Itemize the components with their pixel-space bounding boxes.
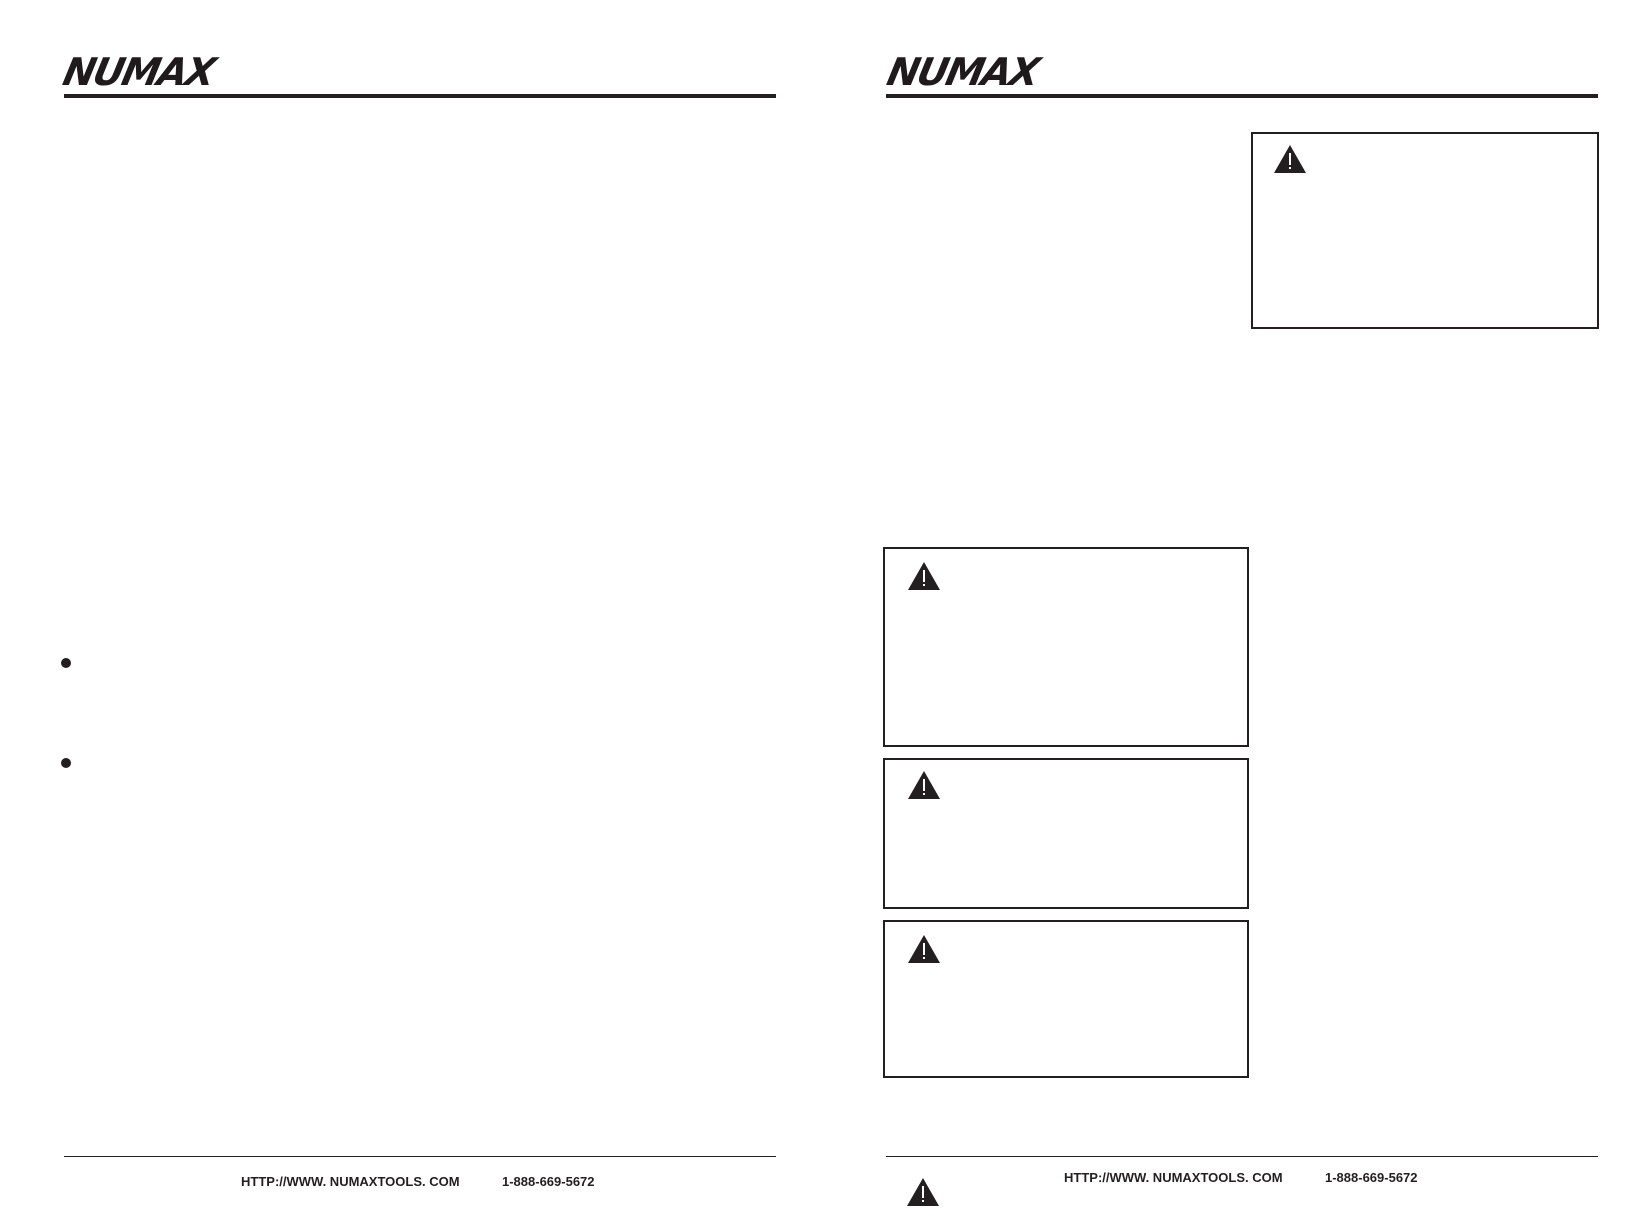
footer-rule bbox=[64, 1156, 776, 1157]
footer-rule bbox=[886, 1156, 1598, 1157]
right-page bbox=[825, 0, 1651, 1225]
warning-triangle-icon bbox=[907, 770, 941, 800]
footer-phone: 1-888-669-5672 bbox=[502, 1174, 595, 1189]
numax-logo bbox=[60, 52, 218, 92]
header-rule bbox=[64, 94, 776, 98]
warning-box bbox=[883, 758, 1249, 909]
header-rule bbox=[886, 94, 1598, 98]
footer-url: HTTP://WWW. NUMAXTOOLS. COM bbox=[241, 1174, 460, 1189]
logo-text: NUMAX bbox=[883, 50, 1042, 94]
warning-box bbox=[1251, 132, 1599, 329]
warning-triangle-icon bbox=[907, 934, 941, 964]
footer-phone: 1-888-669-5672 bbox=[1325, 1170, 1418, 1185]
warning-triangle-icon bbox=[906, 1177, 940, 1207]
warning-box bbox=[883, 920, 1249, 1078]
footer-url: HTTP://WWW. NUMAXTOOLS. COM bbox=[1064, 1170, 1283, 1185]
bullet-dot bbox=[61, 658, 71, 668]
numax-logo bbox=[884, 52, 1042, 92]
bullet-dot bbox=[61, 758, 71, 768]
warning-triangle-icon bbox=[907, 561, 941, 591]
warning-box bbox=[883, 547, 1249, 747]
logo-text: NUMAX bbox=[59, 50, 218, 94]
left-page bbox=[0, 0, 825, 1225]
warning-triangle-icon bbox=[1273, 144, 1307, 174]
